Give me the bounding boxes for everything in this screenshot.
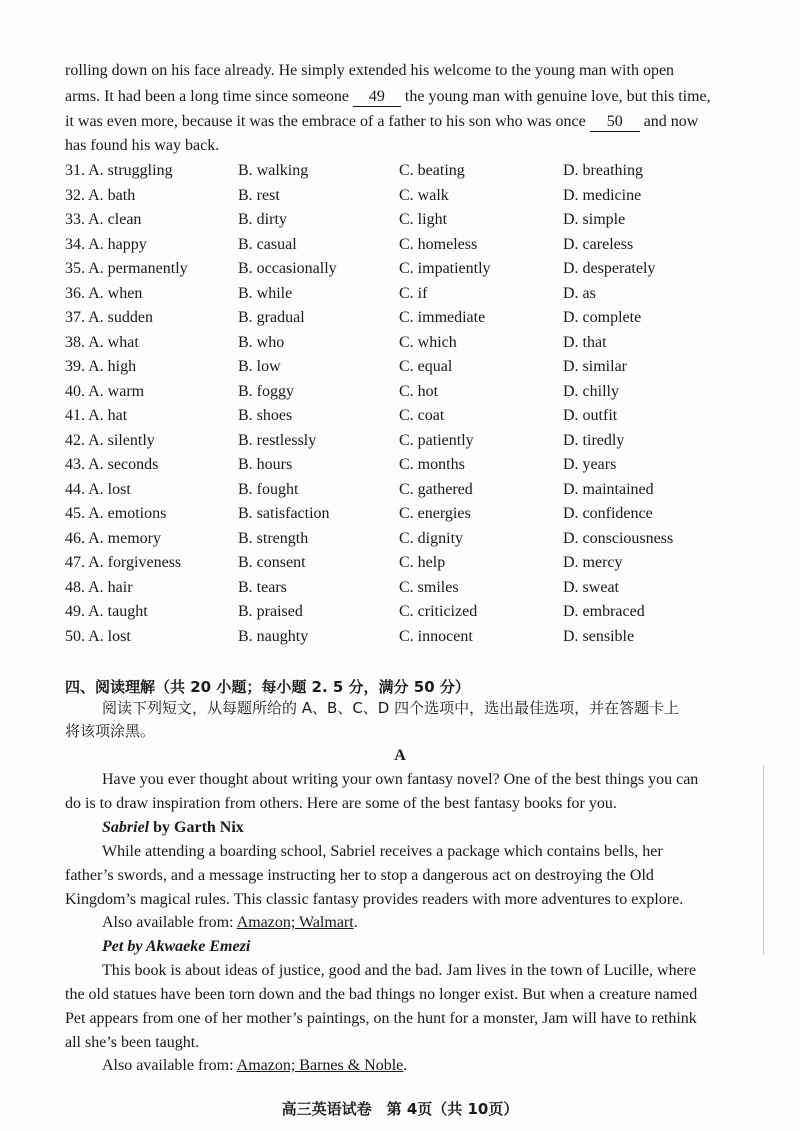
option-row xyxy=(65,478,745,502)
option-row xyxy=(65,257,745,281)
passage-text: it was even more, because it was the embrace of a father to his son who was once xyxy=(65,113,586,130)
option-a: 39. A. high xyxy=(65,358,137,375)
availability-stores: Amazon; Walmart xyxy=(236,914,354,931)
option-c: C. patiently xyxy=(399,431,474,449)
book-text: Kingdom’s magical rules. This classic fantasy provides readers with more adventures to explore. xyxy=(65,891,684,908)
option-b: B. consent xyxy=(238,554,306,571)
option-a: 31. A. struggling xyxy=(65,162,173,179)
page-footer: 高三英语试卷 第 4页（共 10页） xyxy=(281,1100,519,1118)
option-d: D. consciousness xyxy=(563,529,674,547)
page-edge-line xyxy=(763,765,764,955)
option-row xyxy=(65,159,745,183)
option-a: 42. A. silently xyxy=(65,431,155,449)
option-b: B. hours xyxy=(238,456,293,473)
option-d: D. sweat xyxy=(563,578,619,596)
passage-text: arms. It had been a long time since someone xyxy=(65,88,349,105)
option-c: C. light xyxy=(399,211,448,228)
option-c: C. gathered xyxy=(399,480,473,498)
option-a: 44. A. lost xyxy=(65,480,131,498)
option-a: 43. A. seconds xyxy=(65,456,159,473)
option-c: C. hot xyxy=(399,382,439,400)
option-b: B. restlessly xyxy=(238,431,317,449)
option-row xyxy=(65,306,745,330)
passage-text: and now xyxy=(643,113,699,130)
option-c: C. help xyxy=(399,554,446,571)
availability-label: Also available from: xyxy=(102,914,237,931)
section-heading: 四、阅读理解（共 20 小题；每小题 2. 5 分，满分 50 分） xyxy=(65,678,470,696)
option-c: C. equal xyxy=(399,358,453,375)
passage-text: has found his way back. xyxy=(65,137,220,154)
intro-line: do is to draw inspiration from others. Here are some of the best fantasy books for you. xyxy=(65,795,617,812)
option-d: D. mercy xyxy=(563,554,623,571)
availability-stores: Amazon; Barnes & Noble xyxy=(236,1057,404,1074)
option-row xyxy=(65,576,745,600)
option-b: B. walking xyxy=(238,162,309,179)
option-c: C. if xyxy=(399,284,428,302)
option-a: 32. A. bath xyxy=(65,186,136,204)
option-b: B. dirty xyxy=(238,211,287,228)
option-d: D. chilly xyxy=(563,382,619,400)
option-d: D. confidence xyxy=(563,505,653,522)
option-b: B. casual xyxy=(238,235,297,253)
option-d: D. maintained xyxy=(563,480,654,498)
option-d: D. similar xyxy=(563,358,627,375)
availability-end: . xyxy=(403,1057,408,1074)
option-d: D. sensible xyxy=(563,627,635,645)
passage-label: A xyxy=(394,747,406,764)
option-a: 33. A. clean xyxy=(65,211,142,228)
passage-line-1 xyxy=(65,60,745,82)
availability xyxy=(102,1055,745,1077)
option-row xyxy=(65,551,745,575)
option-c: C. months xyxy=(399,456,465,473)
book-heading xyxy=(102,817,745,839)
option-row xyxy=(65,527,745,551)
option-row xyxy=(65,429,745,453)
book-text: While attending a boarding school, Sabriel receives a package which contains bells, her xyxy=(102,843,663,860)
book-text: father’s swords, and a message instructing her to stop a dangerous act on destroying the Old xyxy=(65,867,654,884)
passage-line-4 xyxy=(65,135,745,157)
option-c: C. immediate xyxy=(399,309,486,326)
option-a: 37. A. sudden xyxy=(65,309,153,326)
option-a: 40. A. warm xyxy=(65,382,145,400)
option-c: C. energies xyxy=(399,505,471,522)
book-author: by Garth Nix xyxy=(149,819,244,836)
availability-end: . xyxy=(353,914,358,931)
book-title: Sabriel xyxy=(102,819,150,836)
option-a: 49. A. taught xyxy=(65,603,148,620)
option-d: D. careless xyxy=(563,235,634,253)
availability-label: Also available from: xyxy=(102,1057,237,1074)
option-row xyxy=(65,453,745,477)
option-c: C. walk xyxy=(399,186,449,204)
option-d: D. medicine xyxy=(563,186,642,204)
option-b: B. foggy xyxy=(238,382,294,400)
option-b: B. tears xyxy=(238,578,287,596)
option-d: D. simple xyxy=(563,211,626,228)
option-d: D. embraced xyxy=(563,603,645,620)
option-c: C. beating xyxy=(399,162,465,179)
book-heading: Pet by Akwaeke Emezi xyxy=(102,938,251,955)
passage-line-2 xyxy=(65,86,745,108)
option-a: 36. A. when xyxy=(65,284,143,302)
option-row xyxy=(65,282,745,306)
option-b: B. naughty xyxy=(238,627,309,645)
option-row xyxy=(65,331,745,355)
option-c: C. smiles xyxy=(399,578,459,596)
option-c: C. which xyxy=(399,333,457,351)
option-d: D. as xyxy=(563,284,596,302)
passage-text: rolling down on his face already. He simply extended his welcome to the young man with open xyxy=(65,62,675,79)
option-b: B. fought xyxy=(238,480,299,498)
option-row xyxy=(65,184,745,208)
option-a: 46. A. memory xyxy=(65,529,161,547)
option-c: C. homeless xyxy=(399,235,478,253)
option-c: C. coat xyxy=(399,407,445,424)
option-row xyxy=(65,233,745,257)
option-a: 34. A. happy xyxy=(65,235,147,253)
option-a: 50. A. lost xyxy=(65,627,131,645)
option-row xyxy=(65,404,745,428)
option-a: 41. A. hat xyxy=(65,407,128,424)
option-b: B. rest xyxy=(238,186,280,204)
option-d: D. desperately xyxy=(563,260,656,277)
option-c: C. dignity xyxy=(399,529,464,547)
intro-line: Have you ever thought about writing your own fantasy novel? One of the best things you can xyxy=(102,771,699,788)
option-d: D. breathing xyxy=(563,162,643,179)
option-a: 48. A. hair xyxy=(65,578,133,596)
option-a: 47. A. forgiveness xyxy=(65,554,182,571)
option-d: D. outfit xyxy=(563,407,618,424)
blank-50: 50 xyxy=(590,113,640,132)
option-c: C. innocent xyxy=(399,627,473,645)
book-text: This book is about ideas of justice, good and the bad. Jam lives in the town of Lucille, where xyxy=(102,962,697,979)
option-b: B. praised xyxy=(238,603,303,620)
option-d: D. years xyxy=(563,456,617,473)
option-c: C. impatiently xyxy=(399,260,491,277)
option-d: D. that xyxy=(563,333,607,351)
option-row xyxy=(65,600,745,624)
option-b: B. strength xyxy=(238,529,309,547)
option-a: 35. A. permanently xyxy=(65,260,188,277)
book-text: Pet appears from one of her mother’s paintings, on the hunt for a monster, Jam will have to rethink xyxy=(65,1010,697,1027)
option-b: B. gradual xyxy=(238,309,305,326)
option-a: 38. A. what xyxy=(65,333,139,351)
option-c: C. criticized xyxy=(399,603,478,620)
option-d: D. tiredly xyxy=(563,431,625,449)
option-row xyxy=(65,355,745,379)
passage-text: the young man with genuine love, but this time, xyxy=(404,88,711,105)
option-row xyxy=(65,625,745,649)
option-row xyxy=(65,502,745,526)
section-instruction: 阅读下列短文，从每题所给的 A、B、C、D 四个选项中，选出最佳选项，并在答题卡上 xyxy=(102,699,680,717)
option-b: B. who xyxy=(238,333,285,351)
option-b: B. low xyxy=(238,358,281,375)
option-d: D. complete xyxy=(563,309,642,326)
availability xyxy=(102,912,745,934)
option-row xyxy=(65,380,745,404)
option-a: 45. A. emotions xyxy=(65,505,167,522)
option-b: B. occasionally xyxy=(238,260,337,277)
book-text: all she’s been taught. xyxy=(65,1034,200,1051)
book-text: the old statues have been torn down and the bad things no longer exist. But when a creature named xyxy=(65,986,698,1003)
passage-line-3 xyxy=(65,111,745,133)
option-row xyxy=(65,208,745,232)
option-b: B. satisfaction xyxy=(238,505,330,522)
option-b: B. shoes xyxy=(238,407,293,424)
option-b: B. while xyxy=(238,284,293,302)
blank-49: 49 xyxy=(353,88,401,107)
section-instruction: 将该项涂黑。 xyxy=(65,722,156,740)
